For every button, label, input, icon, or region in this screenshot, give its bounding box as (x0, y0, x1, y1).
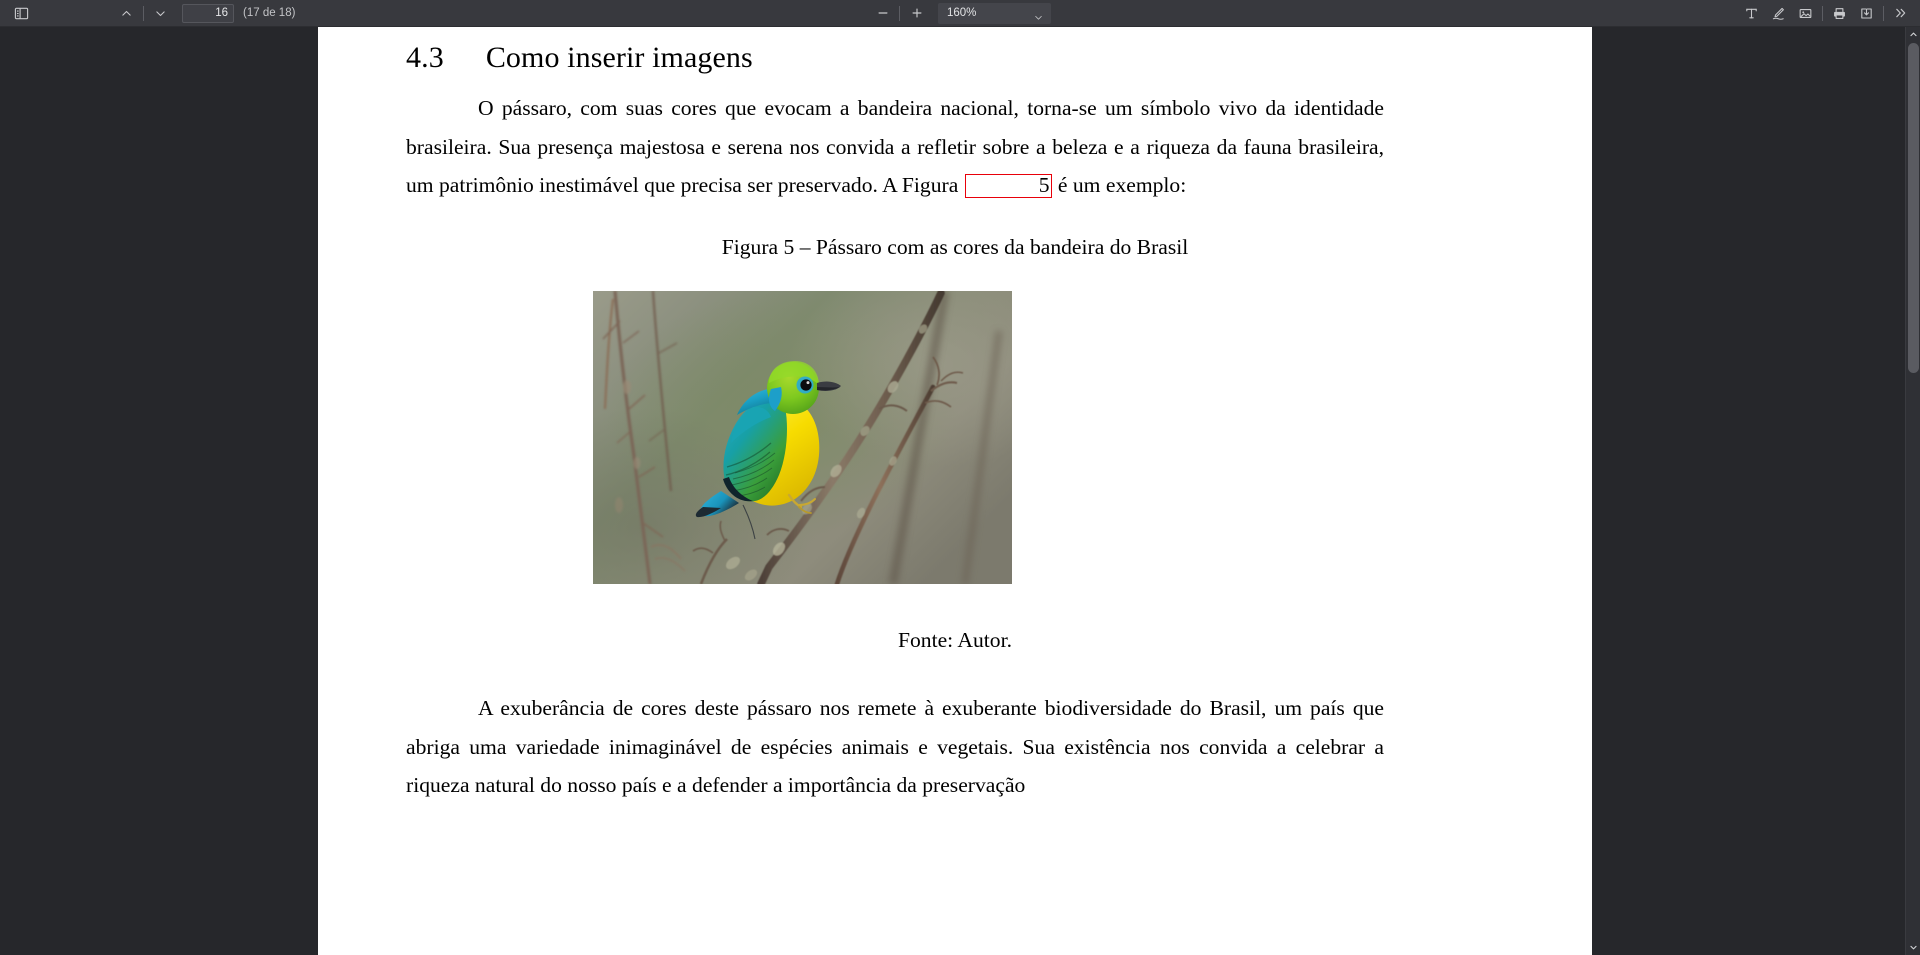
pdf-page (318, 27, 1592, 955)
figure-source-label: Fonte: Autor. (898, 628, 1012, 652)
paragraph-conclusion: A exuberância de cores deste pássaro nos remete à exuberante biodiversidade do Brasil, um país que abriga uma variedade inimaginável de espécies animais e vegetais. Sua existência nos convida a celebrar a riqueza natural do nosso país e a defender a importância da preservação (406, 696, 1384, 797)
document-content (318, 27, 1592, 955)
zoom-level-select[interactable] (938, 3, 1051, 24)
pdf-viewer-canvas[interactable] (0, 27, 1920, 955)
sidebar-toggle-icon[interactable] (8, 2, 35, 25)
paragraph-intro (406, 89, 1384, 205)
draw-tool[interactable] (1765, 2, 1792, 25)
chevron-down-icon[interactable] (1906, 940, 1920, 955)
toolbar-divider (899, 6, 900, 21)
previous-page-button[interactable] (113, 2, 140, 25)
page-number-input[interactable] (182, 4, 234, 23)
toolbar-divider (1883, 6, 1884, 21)
figure-cross-reference-link[interactable]: 5 (965, 174, 1052, 198)
zoom-in-button[interactable] (903, 2, 930, 25)
figure-image-bird (593, 291, 1012, 584)
toolbar-divider (1822, 6, 1823, 21)
more-tools-button[interactable] (1887, 2, 1914, 25)
heading-number: 4.3 (406, 41, 444, 74)
add-image-tool[interactable] (1792, 2, 1819, 25)
add-text-tool[interactable] (1738, 2, 1765, 25)
toolbar-left-group (0, 0, 295, 26)
scrollbar-thumb[interactable] (1908, 43, 1919, 373)
vertical-scrollbar[interactable] (1905, 27, 1920, 955)
zoom-out-button[interactable] (869, 2, 896, 25)
next-page-button[interactable] (147, 2, 174, 25)
toolbar-right-group (1738, 0, 1914, 26)
chevron-up-icon[interactable] (1906, 27, 1920, 42)
paragraph-text-before-link: O pássaro, com suas cores que evocam a bandeira nacional, torna-se um símbolo vivo da identidade brasileira. Sua presença majestosa e serena nos convida a refletir sobre a beleza e a riqueza da fauna brasileira, um patrimônio inestimável que precisa ser preservado. A Figura (406, 96, 1384, 197)
page-total-label: (17 de 18) (243, 7, 296, 19)
toolbar-divider (143, 6, 144, 21)
save-button[interactable] (1853, 2, 1880, 25)
pdf-toolbar (0, 0, 1920, 27)
paragraph-text-after-link: é um exemplo: (1052, 173, 1187, 197)
figure-caption: Figura 5 – Pássaro com as cores da bandeira do Brasil (721, 235, 1189, 259)
zoom-level-value: 160% (947, 7, 977, 19)
toolbar-zoom-group (869, 0, 1051, 26)
print-button[interactable] (1826, 2, 1853, 25)
chevron-down-icon (1034, 9, 1043, 27)
heading-title: Como inserir imagens (485, 41, 753, 74)
page-heading (406, 41, 753, 75)
